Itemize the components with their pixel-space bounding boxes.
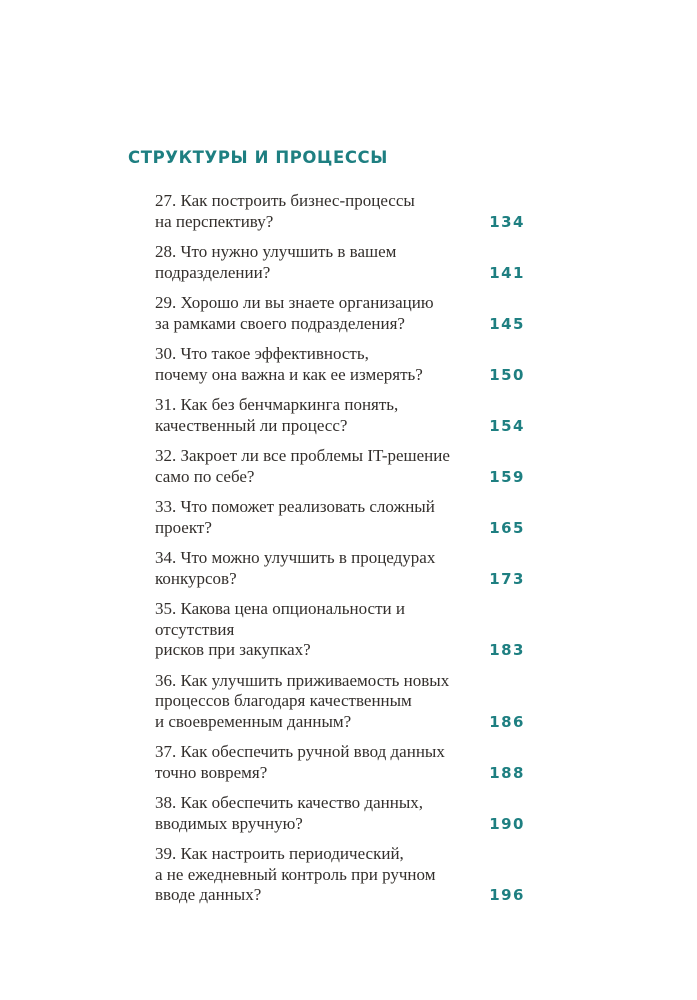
entry-line: 27. Как построить бизнес-процессы xyxy=(155,191,415,210)
toc-entry xyxy=(155,599,525,661)
entry-line: вводе данных? xyxy=(155,885,262,904)
entry-line: 29. Хорошо ли вы знаете организацию xyxy=(155,293,434,312)
toc-entry xyxy=(155,742,525,783)
entry-lines xyxy=(155,191,477,232)
entry-line: за рамками своего подразделения? xyxy=(155,313,405,333)
entry-line: 38. Как обеспечить качество данных, xyxy=(155,793,423,812)
toc-entry xyxy=(155,293,525,334)
entry-line: а не ежедневный контроль при ручном xyxy=(155,864,436,884)
entry-line: почему она важна и как ее измерять? xyxy=(155,364,423,384)
entry-page-number: 186 xyxy=(489,712,525,731)
toc-entry xyxy=(155,191,525,232)
entry-line: 34. Что можно улучшить в процедурах конкурсов? xyxy=(155,548,436,588)
entry-lines xyxy=(155,671,477,733)
entry-lines xyxy=(155,793,477,834)
entry-line: 28. Что нужно улучшить в вашем xyxy=(155,242,397,261)
entry-lines xyxy=(155,242,477,283)
entry-line: и своевременным данным? xyxy=(155,711,352,731)
entry-line: 35. Какова цена опциональности и отсутствия xyxy=(155,599,405,639)
entry-page-number: 165 xyxy=(489,518,525,537)
toc-entry xyxy=(155,497,525,538)
entry-page-number: 150 xyxy=(489,365,525,384)
toc-entry xyxy=(155,793,525,834)
toc-entry xyxy=(155,344,525,385)
entry-line: процессов благодаря качественным xyxy=(155,691,412,710)
entry-page-number: 183 xyxy=(489,641,525,659)
entry-line: 39. Как настроить периодический, xyxy=(155,844,404,863)
entry-line: 31. Как без бенчмаркинга понять, xyxy=(155,395,399,414)
entry-lines xyxy=(155,548,477,589)
entry-page-number: 141 xyxy=(489,263,525,282)
entry-page-number: 154 xyxy=(489,416,525,435)
entry-lines xyxy=(155,599,477,661)
toc-entry xyxy=(155,242,525,283)
toc-entry xyxy=(155,446,525,487)
entry-line: 30. Что такое эффективность, xyxy=(155,344,369,363)
entry-page-number: 159 xyxy=(489,467,525,486)
entry-line: 33. Что поможет реализовать сложный проект? xyxy=(155,497,435,537)
section-title: СТРУКТУРЫ И ПРОЦЕССЫ xyxy=(128,148,388,167)
entry-line: 36. Как улучшить приживаемость новых xyxy=(155,670,450,690)
entry-page-number: 145 xyxy=(489,314,525,333)
entry-page-number: 188 xyxy=(489,763,525,782)
entry-line: подразделении? xyxy=(155,262,271,282)
entry-line: на перспективу? xyxy=(155,211,274,231)
toc-content xyxy=(128,148,525,916)
entry-lines xyxy=(155,497,477,538)
entry-page-number: 134 xyxy=(489,212,525,231)
entry-page-number: 196 xyxy=(489,886,525,904)
entry-lines xyxy=(155,395,477,436)
entry-line: 32. Закроет ли все проблемы IT-решение xyxy=(155,446,450,465)
toc-entry xyxy=(155,671,525,733)
toc-entry xyxy=(155,395,525,436)
entry-line: вводимых вручную? xyxy=(155,813,303,833)
entry-lines xyxy=(155,344,477,385)
toc-entry xyxy=(155,548,525,589)
entry-line: само по себе? xyxy=(155,466,255,486)
entry-lines xyxy=(155,742,477,783)
entry-line: точно вовремя? xyxy=(155,762,268,782)
entry-lines xyxy=(155,293,477,334)
entry-page-number: 173 xyxy=(489,569,525,588)
entry-line: рисков при закупках? xyxy=(155,640,311,659)
entry-line: качественный ли процесс? xyxy=(155,415,348,435)
entry-lines xyxy=(155,844,477,906)
toc-entry xyxy=(155,844,525,906)
entry-line: 37. Как обеспечить ручной ввод данных xyxy=(155,742,445,761)
entry-page-number: 190 xyxy=(489,814,525,833)
entry-lines xyxy=(155,446,477,487)
toc-list xyxy=(155,191,525,906)
